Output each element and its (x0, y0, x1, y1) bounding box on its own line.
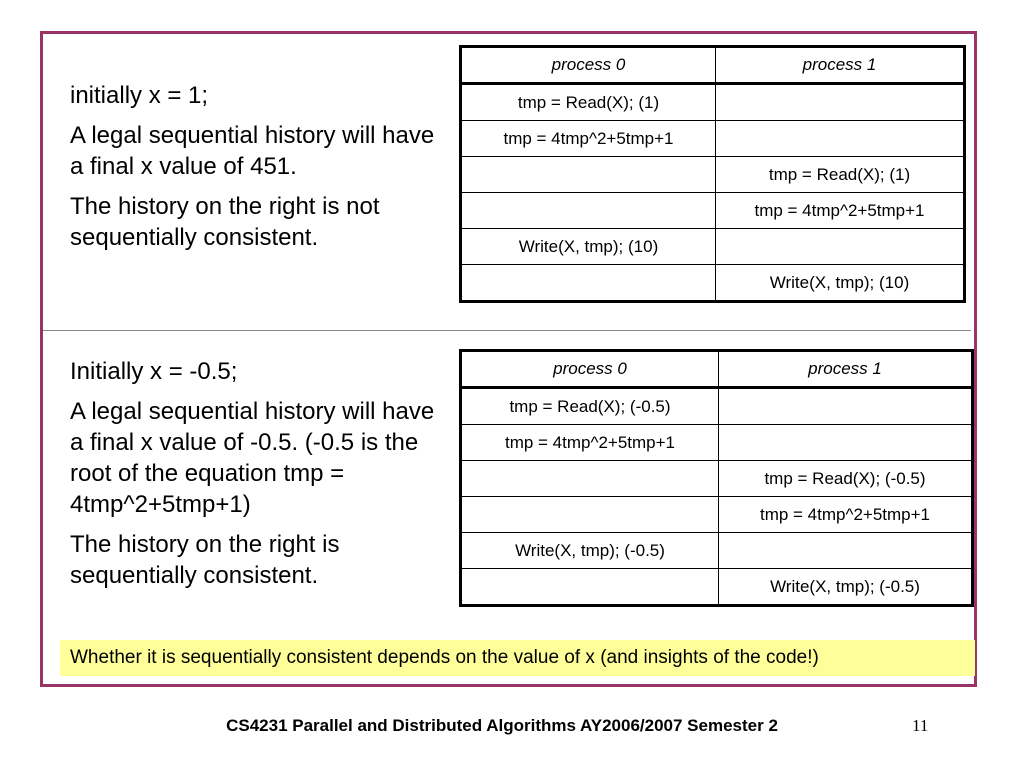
table-row (461, 229, 965, 265)
table-row (461, 121, 965, 157)
table-cell (461, 193, 716, 229)
table-cell (716, 121, 965, 157)
table-cell (461, 461, 719, 497)
table-row (461, 569, 973, 606)
table-cell: tmp = 4tmp^2+5tmp+1 (719, 497, 973, 533)
table-cell (461, 569, 719, 606)
table-cell: tmp = Read(X); (1) (716, 157, 965, 193)
table-cell (461, 497, 719, 533)
header-process-0: process 0 (461, 47, 716, 84)
table-row (461, 425, 973, 461)
page-number: 11 (912, 716, 929, 735)
table-row (461, 193, 965, 229)
table-row (461, 84, 965, 121)
header-process-1: process 1 (719, 351, 973, 388)
highlight-note: Whether it is sequentially consistent depends on the value of x (and insights of the code!) (60, 640, 975, 676)
table-cell (716, 84, 965, 121)
table-cell (716, 229, 965, 265)
table-cell: tmp = 4tmp^2+5tmp+1 (461, 121, 716, 157)
table-row (461, 461, 973, 497)
table-cell (719, 388, 973, 425)
section2-paragraph: Initially x = -0.5; (70, 358, 238, 385)
table-row (461, 157, 965, 193)
history-table-2 (459, 349, 974, 607)
section2-text (70, 356, 445, 600)
table-cell: Write(X, tmp); (-0.5) (719, 569, 973, 606)
table-cell: tmp = Read(X); (-0.5) (461, 388, 719, 425)
table-cell (461, 265, 716, 302)
section2-paragraph: The history on the right is sequentially consistent. (70, 531, 340, 589)
table-cell: Write(X, tmp); (-0.5) (461, 533, 719, 569)
table-cell (719, 533, 973, 569)
section-divider (43, 330, 971, 331)
table-cell (461, 157, 716, 193)
history-table-1 (459, 45, 966, 303)
section1-paragraph: A legal sequential history will have a final x value of 451. (70, 122, 435, 180)
footer-title: CS4231 Parallel and Distributed Algorithms AY2006/2007 Semester 2 (226, 716, 778, 735)
section1-paragraph: initially x = 1; (70, 82, 209, 109)
section1-paragraph: The history on the right is not sequentially consistent. (70, 193, 380, 251)
table-cell: tmp = 4tmp^2+5tmp+1 (461, 425, 719, 461)
header-process-1: process 1 (716, 47, 965, 84)
table-cell (719, 425, 973, 461)
table-cell: tmp = Read(X); (-0.5) (719, 461, 973, 497)
section1-text (70, 80, 445, 262)
table-header-row (461, 351, 973, 388)
table-row (461, 497, 973, 533)
section2-paragraph: A legal sequential history will have a final x value of -0.5. (-0.5 is the root of the equation tmp = 4tmp^2+5tmp+1) (70, 398, 435, 518)
table-header-row (461, 47, 965, 84)
table-cell: Write(X, tmp); (10) (461, 229, 716, 265)
table-cell: tmp = Read(X); (1) (461, 84, 716, 121)
table-cell: tmp = 4tmp^2+5tmp+1 (716, 193, 965, 229)
header-process-0: process 0 (461, 351, 719, 388)
table-row (461, 533, 973, 569)
table-cell: Write(X, tmp); (10) (716, 265, 965, 302)
table-row (461, 265, 965, 302)
table-row (461, 388, 973, 425)
